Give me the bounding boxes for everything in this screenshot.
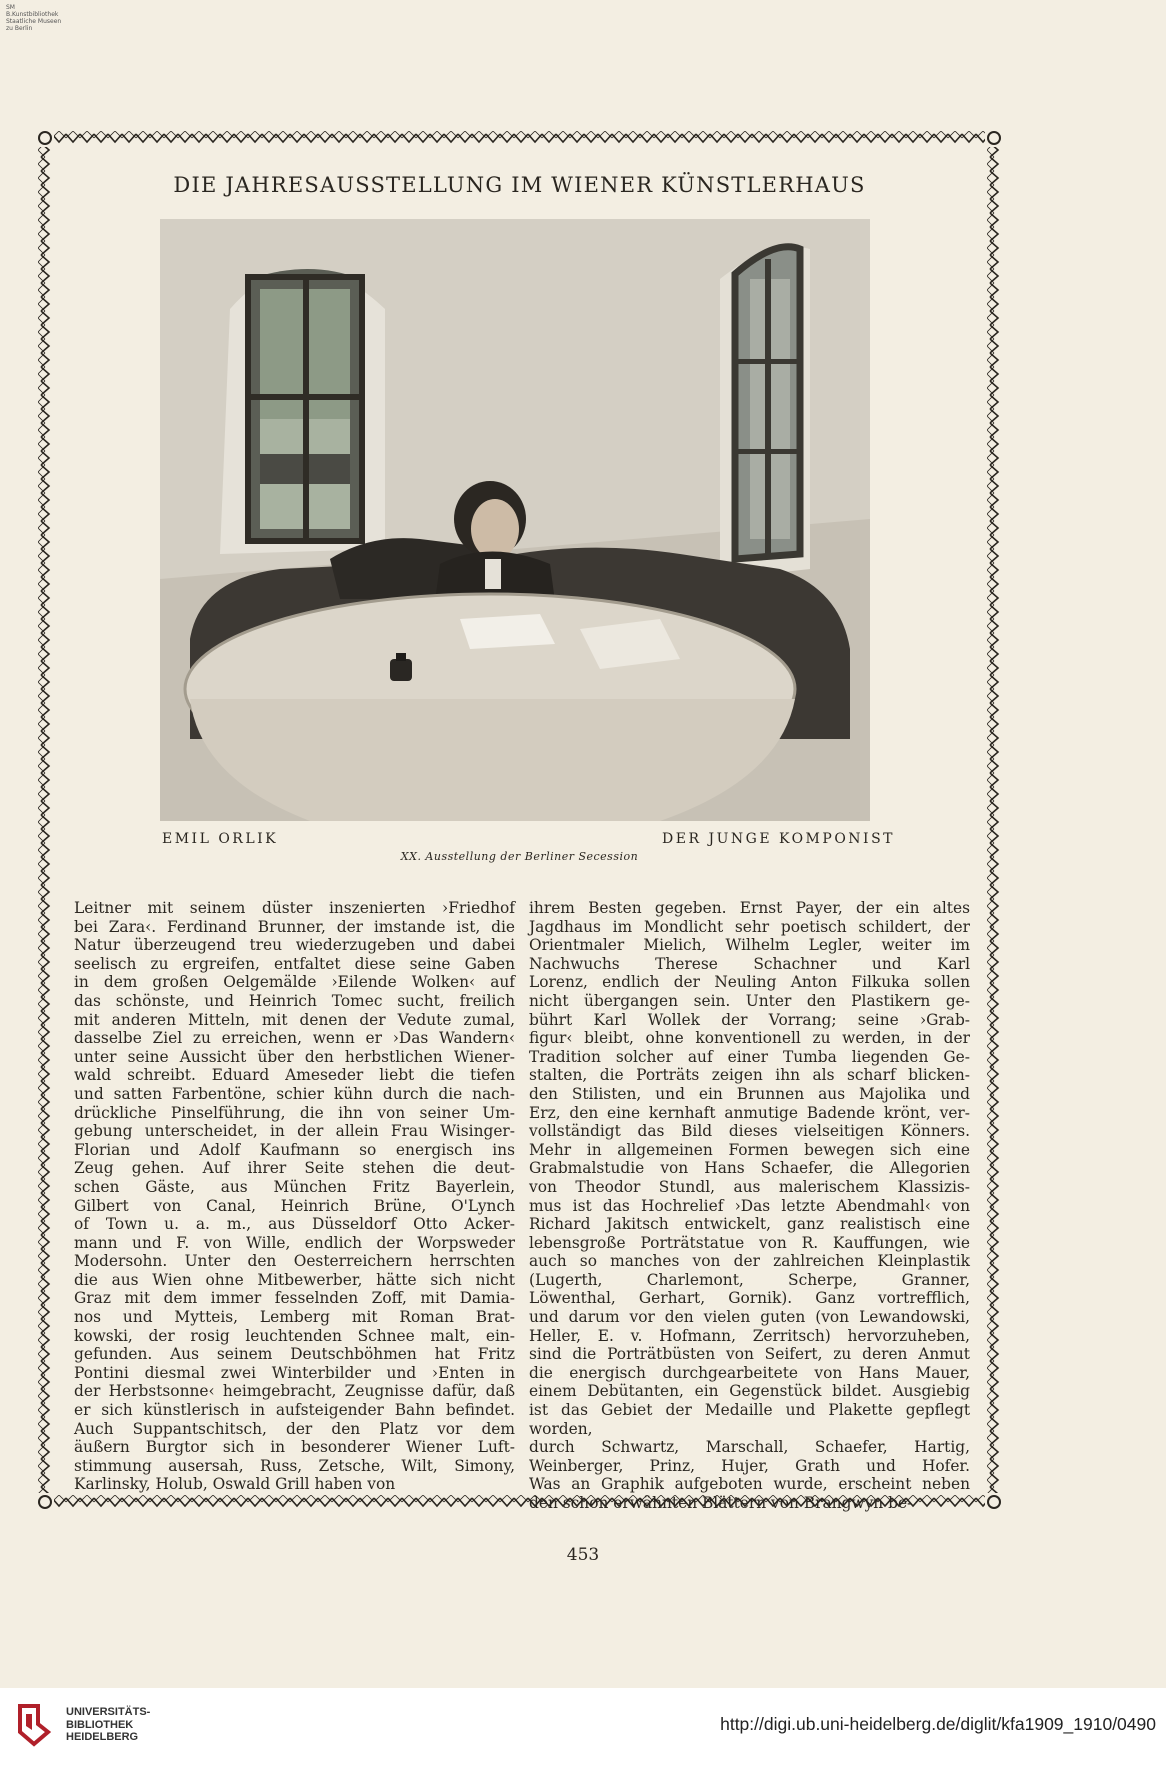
- figure-artist: EMIL ORLIK: [162, 831, 279, 847]
- text-line: er sich künstlerisch in aufsteigender Bahn befindet.: [74, 1401, 515, 1420]
- university-library-logo-icon: [16, 1702, 52, 1748]
- text-line: kowski, der rosig leuchtenden Schnee malt, ein-: [74, 1326, 515, 1345]
- text-line: sind die Porträtbüsten von Seifert, zu deren Anmut: [529, 1345, 970, 1364]
- text-line: drückliche Pinselführung, die ihn von seiner Um-: [74, 1103, 515, 1122]
- text-line: Erz, den eine kernhaft anmutige Badende krönt, ver-: [529, 1103, 970, 1122]
- text-line: den Stilisten, und ein Brunnen aus Majolika und: [529, 1084, 970, 1103]
- text-line: auch so manches von der zahlreichen Kleinplastik: [529, 1252, 970, 1271]
- ornament-border-top: [38, 131, 1001, 145]
- library-name-line: BIBLIOTHEK: [66, 1718, 134, 1731]
- ornament-border-right: [987, 143, 1001, 1497]
- text-line: schen Gäste, aus München Fritz Bayerlein,: [74, 1177, 515, 1196]
- text-line: seelisch zu ergreifen, entfaltet diese seine Gaben: [74, 954, 515, 973]
- text-line: Karlinsky, Holub, Oswald Grill haben von: [74, 1475, 396, 1494]
- page-frame: [38, 131, 1001, 1512]
- corner-ornament: [38, 1495, 52, 1509]
- text-line: unter seine Aussicht über den herbstlichen Wiener-: [74, 1047, 515, 1066]
- library-stamp: [6, 4, 61, 32]
- text-line: of Town u. a. m., aus Düsseldorf Otto Acker-: [74, 1215, 515, 1234]
- text-line: Grabmalstudie von Hans Schaefer, die Allegorien: [529, 1159, 970, 1178]
- text-line: Heller, E. v. Hofmann, Zerritsch) hervorzuheben,: [529, 1326, 970, 1345]
- page-title: DIE JAHRESAUSSTELLUNG IM WIENER KÜNSTLERHAUS: [173, 173, 866, 197]
- text-line: Weinberger, Prinz, Hujer, Grath und Hofer.: [529, 1456, 970, 1475]
- text-line: Modersohn. Unter den Oesterreichern herrschten: [74, 1252, 515, 1271]
- text-line: mit anderen Mitteln, mit denen der Vedute zumal,: [74, 1010, 515, 1029]
- library-name: [66, 1706, 150, 1744]
- text-line: Leitner mit seinem düster inszenierten ›Friedhof: [74, 899, 515, 917]
- text-line: wald schreibt. Eduard Ameseder liebt die tiefen: [74, 1066, 515, 1085]
- text-line: durch Schwartz, Marschall, Schaefer, Hartig,: [529, 1438, 970, 1457]
- text-line: stalten, die Porträts zeigen ihn als scharf blicken-: [529, 1066, 970, 1085]
- footer-bar: [0, 1688, 1166, 1773]
- text-line: vollständigt das Bild dieses vielseitigen Könners.: [529, 1122, 970, 1141]
- permalink-url[interactable]: http://digi.ub.uni-heidelberg.de/diglit/kfa1909_1910/0490: [720, 1714, 1156, 1734]
- text-line: Graz mit dem immer fesselnden Zoff, mit Damia-: [74, 1289, 515, 1308]
- stamp-line: Staatliche Museen: [6, 18, 62, 25]
- text-line: Zeug gehen. Auf ihrer Seite stehen die deut-: [74, 1159, 515, 1178]
- text-line: bührt Karl Wollek der Vorrang; seine ›Grab-: [529, 1010, 970, 1029]
- text-line: Florian und Adolf Kaufmann so energisch ins: [74, 1140, 515, 1159]
- text-line: Auch Suppantschitsch, der den Platz vor dem: [74, 1419, 515, 1438]
- text-line: stimmung ausersah, Russ, Zetsche, Wilt, Simony,: [74, 1456, 515, 1475]
- ornament-border-left: [38, 143, 52, 1497]
- text-line: ist das Gebiet der Medaille und Plakette gepflegt worden,: [529, 1401, 970, 1438]
- text-line: die aus Wien ohne Mitbewerber, hätte sich nicht: [74, 1270, 515, 1289]
- text-line: Was an Graphik aufgeboten wurde, erscheint neben: [529, 1475, 970, 1494]
- library-name-line: UNIVERSITÄTS-: [66, 1706, 151, 1718]
- stamp-line: zu Berlin: [6, 25, 33, 32]
- text-line: in dem großen Oelgemälde ›Eilende Wolken‹ auf: [74, 973, 515, 992]
- text-line: Lorenz, endlich der Neuling Anton Filkuka sollen: [529, 973, 970, 992]
- text-line: bei Zara‹. Ferdinand Brunner, der imstande ist, die: [74, 917, 515, 936]
- corner-ornament: [38, 131, 52, 145]
- stamp-line: B.Kunstbibliothek: [6, 11, 59, 18]
- text-line: Löwenthal, Gerhart, Gornik). Ganz vortrefflich,: [529, 1289, 970, 1308]
- text-line: und darum vor den vielen guten (von Lewandowski,: [529, 1308, 970, 1327]
- text-line: einem Debütanten, ein Gegenstück bildet. Ausgiebig: [529, 1382, 970, 1401]
- page-number: 453: [566, 1545, 600, 1565]
- text-line: ihrem Besten gegeben. Ernst Payer, der ein altes: [529, 899, 970, 917]
- figure-title: DER JUNGE KOMPONIST: [662, 831, 895, 847]
- painting-image: [160, 219, 870, 821]
- corner-ornament: [987, 1495, 1001, 1509]
- text-line: figur‹ bleibt, ohne konventionell zu werden, in der: [529, 1029, 970, 1048]
- text-line: nicht übergangen sein. Unter den Plastikern ge-: [529, 991, 970, 1010]
- text-line: Mehr in allgemeinen Formen bewegen sich eine: [529, 1140, 970, 1159]
- figure-exhibition: XX. Ausstellung der Berliner Secession: [400, 850, 639, 863]
- text-line: der Herbstsonne‹ heimgebracht, Zeugnisse dafür, daß: [74, 1382, 515, 1401]
- text-line: äußern Burgtor sich in besonderer Wiener Luft-: [74, 1438, 515, 1457]
- text-line: Orientmaler Mielich, Wilhelm Legler, weiter im: [529, 936, 970, 955]
- text-line: dasselbe Ziel zu erreichen, wenn er ›Das Wandern‹: [74, 1029, 515, 1048]
- text-line: Pontini diesmal zwei Winterbilder und ›Enten in: [74, 1363, 515, 1382]
- corner-ornament: [987, 131, 1001, 145]
- text-line: die energisch durchgearbeitete von Hans Mauer,: [529, 1363, 970, 1382]
- text-line: Tradition solcher auf einer Tumba liegenden Ge-: [529, 1047, 970, 1066]
- text-line: von Theodor Stundl, aus malerischem Klassizis-: [529, 1177, 970, 1196]
- text-line: Gilbert von Canal, Heinrich Brüne, O'Lynch: [74, 1196, 515, 1215]
- text-line: lebensgroße Porträtstatue von R. Kauffungen, wie: [529, 1233, 970, 1252]
- text-line: Jagdhaus im Mondlicht sehr poetisch schildert, der: [529, 917, 970, 936]
- text-line: den schon erwähnten Blättern von Brangwyn be-: [529, 1494, 913, 1512]
- text-line: und satten Farbentöne, schier kühn durch die nach-: [74, 1084, 515, 1103]
- text-line: gefunden. Aus seinem Deutschböhmen hat Fritz: [74, 1345, 515, 1364]
- text-column-left: [74, 899, 515, 1494]
- text-line: (Lugerth, Charlemont, Scherpe, Granner,: [529, 1270, 970, 1289]
- text-line: gebung unterscheidet, in der allein Frau Wisinger-: [74, 1122, 515, 1141]
- library-name-line: HEIDELBERG: [66, 1731, 139, 1743]
- text-column-right: [529, 899, 970, 1513]
- text-line: Nachwuchs Therese Schachner und Karl: [529, 954, 970, 973]
- text-line: mann und F. von Wille, endlich der Worpsweder: [74, 1233, 515, 1252]
- text-line: nos und Mytteis, Lemberg mit Roman Brat-: [74, 1308, 515, 1327]
- stamp-line: SM: [6, 4, 15, 11]
- text-line: mus ist das Hochrelief ›Das letzte Abendmahl‹ von: [529, 1196, 970, 1215]
- text-line: das schönste, und Heinrich Tomec sucht, freilich: [74, 991, 515, 1010]
- text-line: Natur überzeugend treu wiederzugeben und dabei: [74, 936, 515, 955]
- text-line: Richard Jakitsch entwickelt, ganz realistisch eine: [529, 1215, 970, 1234]
